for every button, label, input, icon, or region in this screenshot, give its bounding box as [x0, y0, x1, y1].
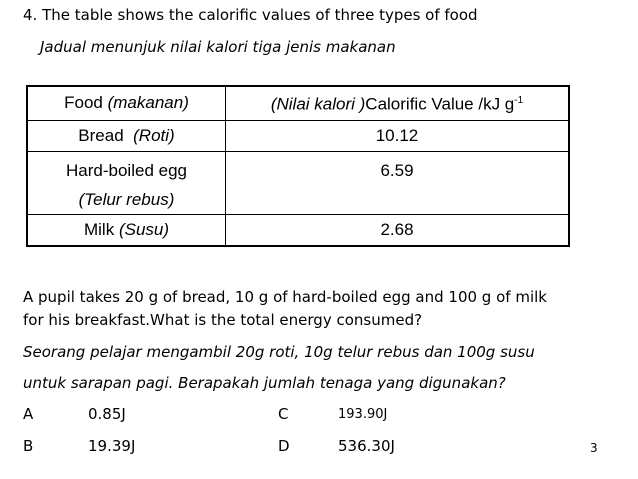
- stem-en-line2: for his breakfast.What is the total energy consumed?: [23, 311, 423, 329]
- option-a-letter: A: [23, 405, 34, 423]
- option-c-letter: C: [278, 405, 289, 423]
- value-cell: 6.59: [226, 151, 570, 214]
- stem-ms-line2: untuk sarapan pagi. Berapakah jumlah tenaga yang digunakan?: [23, 374, 506, 392]
- header-food: Food (makanan): [27, 86, 226, 120]
- question-title-en: The table shows the calorific values of three types of food: [42, 6, 478, 24]
- food-cell: Milk (Susu): [27, 214, 226, 246]
- question-number: 4.: [23, 6, 38, 24]
- table-row: [27, 151, 569, 214]
- table-row: [27, 120, 569, 151]
- option-d-letter: D: [278, 437, 290, 455]
- page-number: 3: [590, 441, 598, 455]
- option-a-value: 0.85J: [88, 405, 126, 423]
- calorific-table: [26, 85, 570, 247]
- header-calorific-value: (Nilai kalori )Calorific Value /kJ $g^{-1}$: [226, 86, 570, 120]
- food-cell: Hard-boiled egg (Telur rebus): [27, 151, 226, 214]
- value-cell: 10.12: [226, 120, 570, 151]
- table-row: [27, 214, 569, 246]
- food-cell: Bread (Roti): [27, 120, 226, 151]
- value-cell: 2.68: [226, 214, 570, 246]
- question-title-ms: Jadual menunjuk nilai kalori tiga jenis makanan: [40, 38, 396, 56]
- question-title: [23, 6, 478, 24]
- option-b-value: 19.39J: [88, 437, 136, 455]
- stem-en-line1: A pupil takes 20 g of bread, 10 g of hard-boiled egg and 100 g of milk: [23, 288, 547, 306]
- stem-ms-line1: Seorang pelajar mengambil 20g roti, 10g telur rebus dan 100g susu: [23, 343, 535, 361]
- option-b-letter: B: [23, 437, 34, 455]
- table-header-row: [27, 86, 569, 120]
- option-c-value: 193.90J: [338, 407, 388, 422]
- option-d-value: 536.30J: [338, 437, 395, 455]
